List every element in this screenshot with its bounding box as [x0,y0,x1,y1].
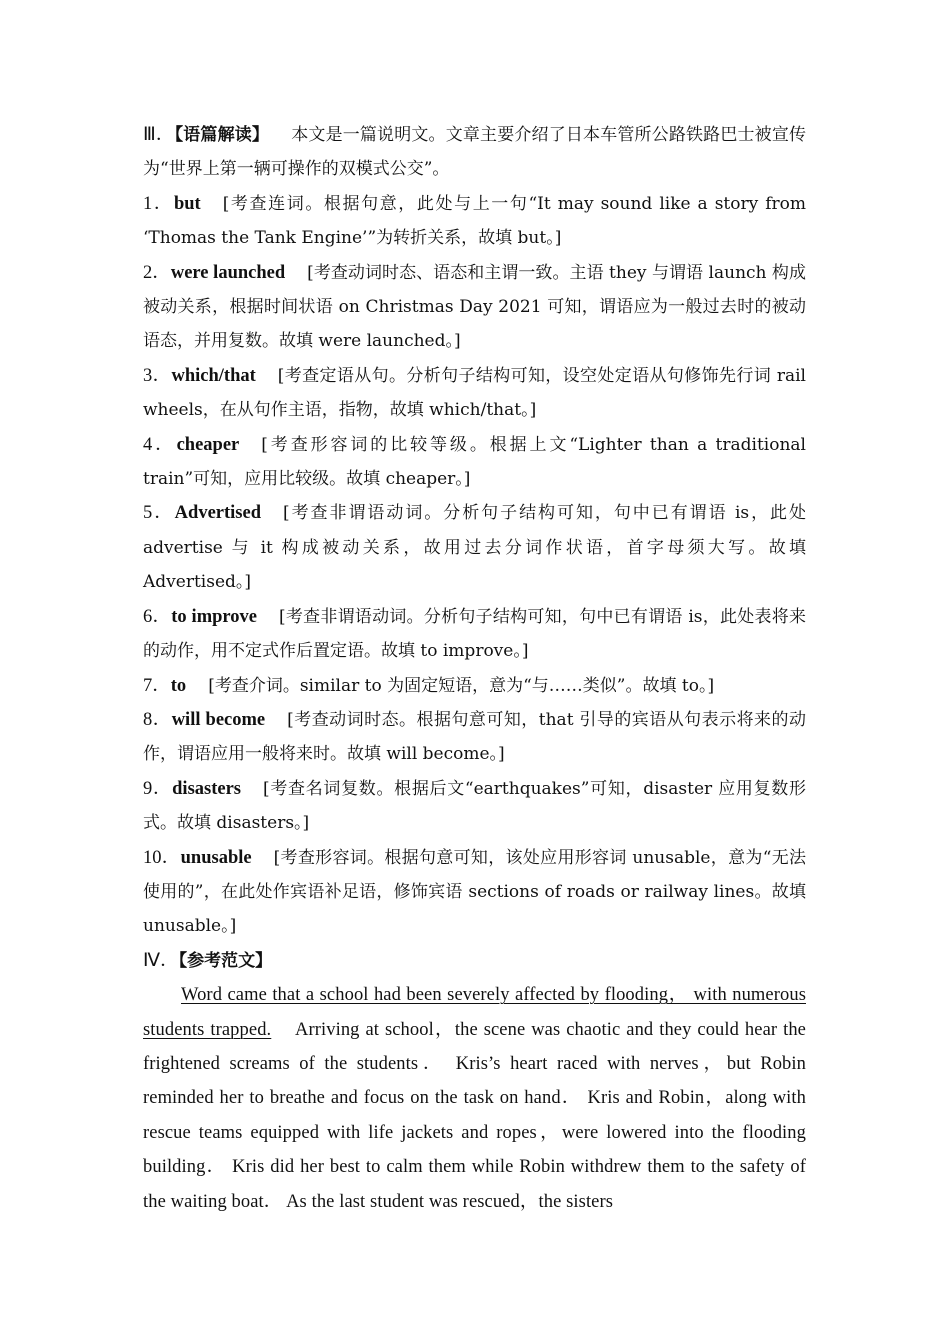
section-3-numeral: Ⅲ． [143,125,175,145]
answer-explanation: [考查形容词。根据句意可知，该处应用形容词 unusable，意为“无法使用的”，在此处作宾语补足语，修饰宾语 sections of roads or railway lines。故填 unusable。] [143,847,806,937]
answer-word: were launched [170,262,286,283]
answer-number: 7． [143,675,171,696]
answer-number: 10． [143,847,181,868]
answer-explanation: [考查动词时态、语态和主谓一致。主语 they 与谓语 launch 构成被动关系，根据时间状语 on Christmas Day 2021 可知，谓语应为一般过去时的被动语态，并用复数。故填 were launched。] [143,262,806,352]
section-3-summary: 本文是一篇说明文。文章主要介绍了日本车管所公路铁路巴士被宣传为“世界上第一辆可操作的双模式公交”。 [143,125,806,180]
answer-word: cheaper [176,434,240,455]
answer-word: disasters [172,778,242,799]
answer-item [143,669,806,703]
answer-number: 5． [143,503,175,524]
answer-number: 9． [143,778,173,799]
answer-word: which/that [171,365,256,386]
model-essay [143,978,806,1219]
answer-item [143,600,806,669]
answer-list [143,187,806,944]
section-4-numeral: Ⅳ． [143,950,179,971]
answer-explanation: [考查动词时态。根据句意可知，that 引导的宾语从句表示将来的动作，谓语应用一般将来时。故填 will become。] [143,709,806,765]
answer-explanation: [考查非谓语动词。分析句子结构可知，句中已有谓语 is，此处 advertise 与 it 构成被动关系，故用过去分词作状语，首字母须大写。故填 Advertised。] [143,503,806,593]
answer-item [143,496,806,599]
answer-number: 2． [143,262,171,283]
essay-body: Arriving at school，the scene was chaotic and they could hear the frightened screams of the students． Kris’s heart raced with nerves，but Robin reminded her to breathe and focus on the task on hand． Kris and Robin，along with rescue teams equipped with life jackets and ropes，were lowered into the flooding building． Kris did her best to calm them while Robin withdrew them to the safety of the waiting boat． As the last student was rescued，the sisters [143,1019,806,1212]
answer-explanation: [考查形容词的比较等级。根据上文“Lighter than a traditional train”可知，应用比较级。故填 cheaper。] [143,434,806,490]
answer-number: 4． [143,434,177,455]
answer-item [143,187,806,256]
answer-word: Advertised [174,503,261,524]
answer-explanation: [考查非谓语动词。分析句子结构可知，句中已有谓语 is，此处表将来的动作，用不定式作后置定语。故填 to improve。] [143,606,806,662]
answer-item [143,703,806,772]
answer-explanation: [考查介词。similar to 为固定短语，意为“与……类似”。故填 to。] [208,675,715,696]
answer-explanation: [考查连词。根据句意，此处与上一句“It may sound like a story from ‘Thomas the Tank Engine’”为转折关系，故填 but。] [143,193,806,249]
answer-number: 3． [143,365,172,386]
answer-number: 8． [143,709,172,730]
answer-number: 6． [143,606,172,627]
section-3-title: 【语篇解读】 [174,125,270,145]
answer-word: to [170,675,187,696]
answer-word: unusable [180,847,252,868]
answer-number: 1． [143,193,174,214]
answer-item [143,841,806,944]
answer-word: will become [171,709,266,730]
essay-underlined-sentence: Word came that a school had been severely affected by flooding， with numerous students trapped. [143,985,806,1040]
answer-word: but [173,193,201,214]
answer-item [143,256,806,359]
answer-item [143,428,806,497]
section-4-title: 【参考范文】 [178,950,273,971]
answer-explanation: [考查定语从句。分析句子结构可知，设空处定语从句修饰先行词 rail wheels，在从句作主语，指物，故填 which/that。] [143,365,806,421]
answer-word: to improve [171,606,257,627]
section-3-intro [143,118,806,187]
document-page [143,118,806,1219]
section-4-heading [143,944,806,978]
answer-item [143,359,806,428]
answer-item [143,772,806,841]
answer-explanation: [考查名词复数。根据后文“earthquakes”可知，disaster 应用复数形式。故填 disasters。] [143,778,806,834]
